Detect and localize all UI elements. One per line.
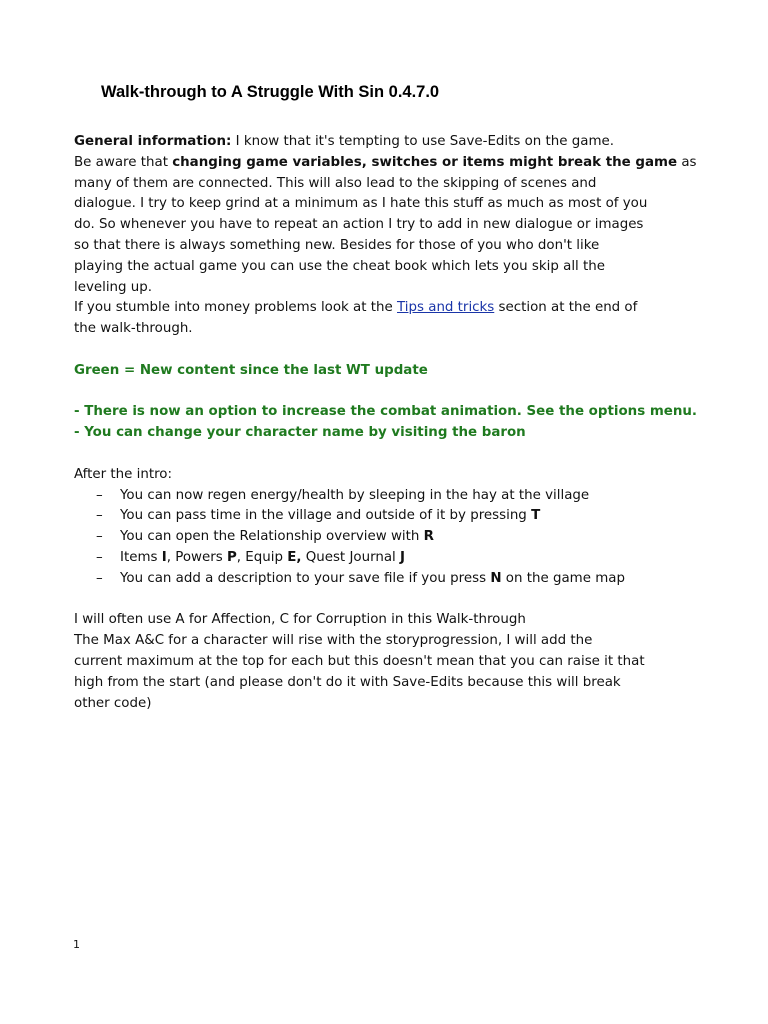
key-n: N — [490, 570, 502, 586]
spacer — [74, 340, 714, 361]
ac-line-5: other code) — [74, 695, 152, 711]
intro-bullet-2 — [74, 506, 714, 527]
bullet-dash: – — [96, 549, 103, 565]
general-info-line-3: many of them are connected. This will also lead to the skipping of scenes and — [74, 175, 597, 191]
intro-bullet-4 — [74, 548, 714, 569]
ac-line-2: The Max A&C for a character will rise with the storyprogression, I will add the — [74, 633, 593, 649]
items-label: Items — [120, 549, 162, 565]
green-legend: Green = New content since the last WT update — [74, 362, 428, 378]
update-item-1: - There is now an option to increase the combat animation. See the options menu. — [74, 404, 698, 420]
tips-and-tricks-link[interactable]: Tips and tricks — [397, 300, 495, 316]
equip-label: , Equip — [236, 549, 288, 565]
key-t: T — [531, 508, 541, 524]
general-info-line-10: the walk-through. — [74, 321, 193, 337]
money-tip-prefix: If you stumble into money problems look at the — [74, 300, 398, 316]
page-number: 1 — [73, 938, 80, 951]
general-info-text: I know that it's tempting to use Save-Edits on the game. — [231, 134, 615, 149]
ac-line-4: high from the start (and please don't do it with Save-Edits because this will break — [74, 674, 621, 690]
bullet-dash: – — [96, 508, 103, 524]
intro-bullet-5 — [74, 569, 714, 590]
after-intro-heading: After the intro: — [74, 466, 173, 482]
ac-line-1: I will often use A for Affection, C for Corruption in this Walk-through — [74, 612, 526, 628]
intro-bullet-1-text: You can now regen energy/health by sleeping in the hay at the village — [120, 487, 590, 503]
spacer — [74, 444, 714, 465]
warning-prefix: Be aware that — [74, 154, 173, 170]
document-title: Walk-through to A Struggle With Sin 0.4.7.0 — [101, 83, 440, 101]
general-info-line-7: playing the actual game you can use the cheat book which lets you skip all the — [74, 258, 605, 274]
money-tip-suffix: section at the end of — [494, 300, 638, 316]
quest-journal-label: Quest Journal — [301, 549, 401, 565]
bullet-dash: – — [96, 529, 103, 545]
general-info-line-1 — [74, 132, 714, 153]
update-item-2: - You can change your character name by visiting the baron — [74, 425, 526, 441]
warning-bold: changing game variables, switches or items might break the game — [172, 154, 678, 170]
general-info-line-4: dialogue. I try to keep grind at a minimum as I hate this stuff as much as most of you — [74, 196, 648, 212]
bullet-dash: – — [96, 570, 103, 586]
intro-bullet-3-text: You can open the Relationship overview with — [120, 529, 424, 545]
intro-bullet-5-text: You can add a description to your save file if you press — [120, 570, 491, 586]
key-j: J — [400, 549, 405, 565]
spacer — [74, 382, 714, 403]
key-e: E, — [287, 549, 302, 565]
key-p: P — [226, 549, 237, 565]
general-info-line-5: do. So whenever you have to repeat an action I try to add in new dialogue or images — [74, 217, 644, 233]
general-info-line-6: so that there is always something new. Besides for those of you who don't like — [74, 237, 600, 253]
intro-bullet-2-text: You can pass time in the village and outside of it by pressing — [120, 508, 532, 524]
powers-label: , Powers — [166, 549, 227, 565]
key-r: R — [423, 529, 434, 545]
general-info-line-8: leveling up. — [74, 279, 153, 295]
money-tip-line — [74, 298, 714, 319]
general-info-label: General information: — [74, 134, 232, 149]
intro-bullet-5-suffix: on the game map — [501, 570, 625, 586]
warning-suffix: as — [677, 154, 697, 170]
general-info-line-2 — [74, 153, 714, 174]
intro-bullet-3 — [74, 527, 714, 548]
spacer — [74, 590, 714, 611]
document-body — [74, 132, 714, 714]
ac-line-3: current maximum at the top for each but this doesn't mean that you can raise it that — [74, 653, 645, 669]
bullet-dash: – — [96, 487, 103, 503]
intro-bullet-1 — [74, 486, 714, 507]
key-i: I — [161, 549, 167, 565]
